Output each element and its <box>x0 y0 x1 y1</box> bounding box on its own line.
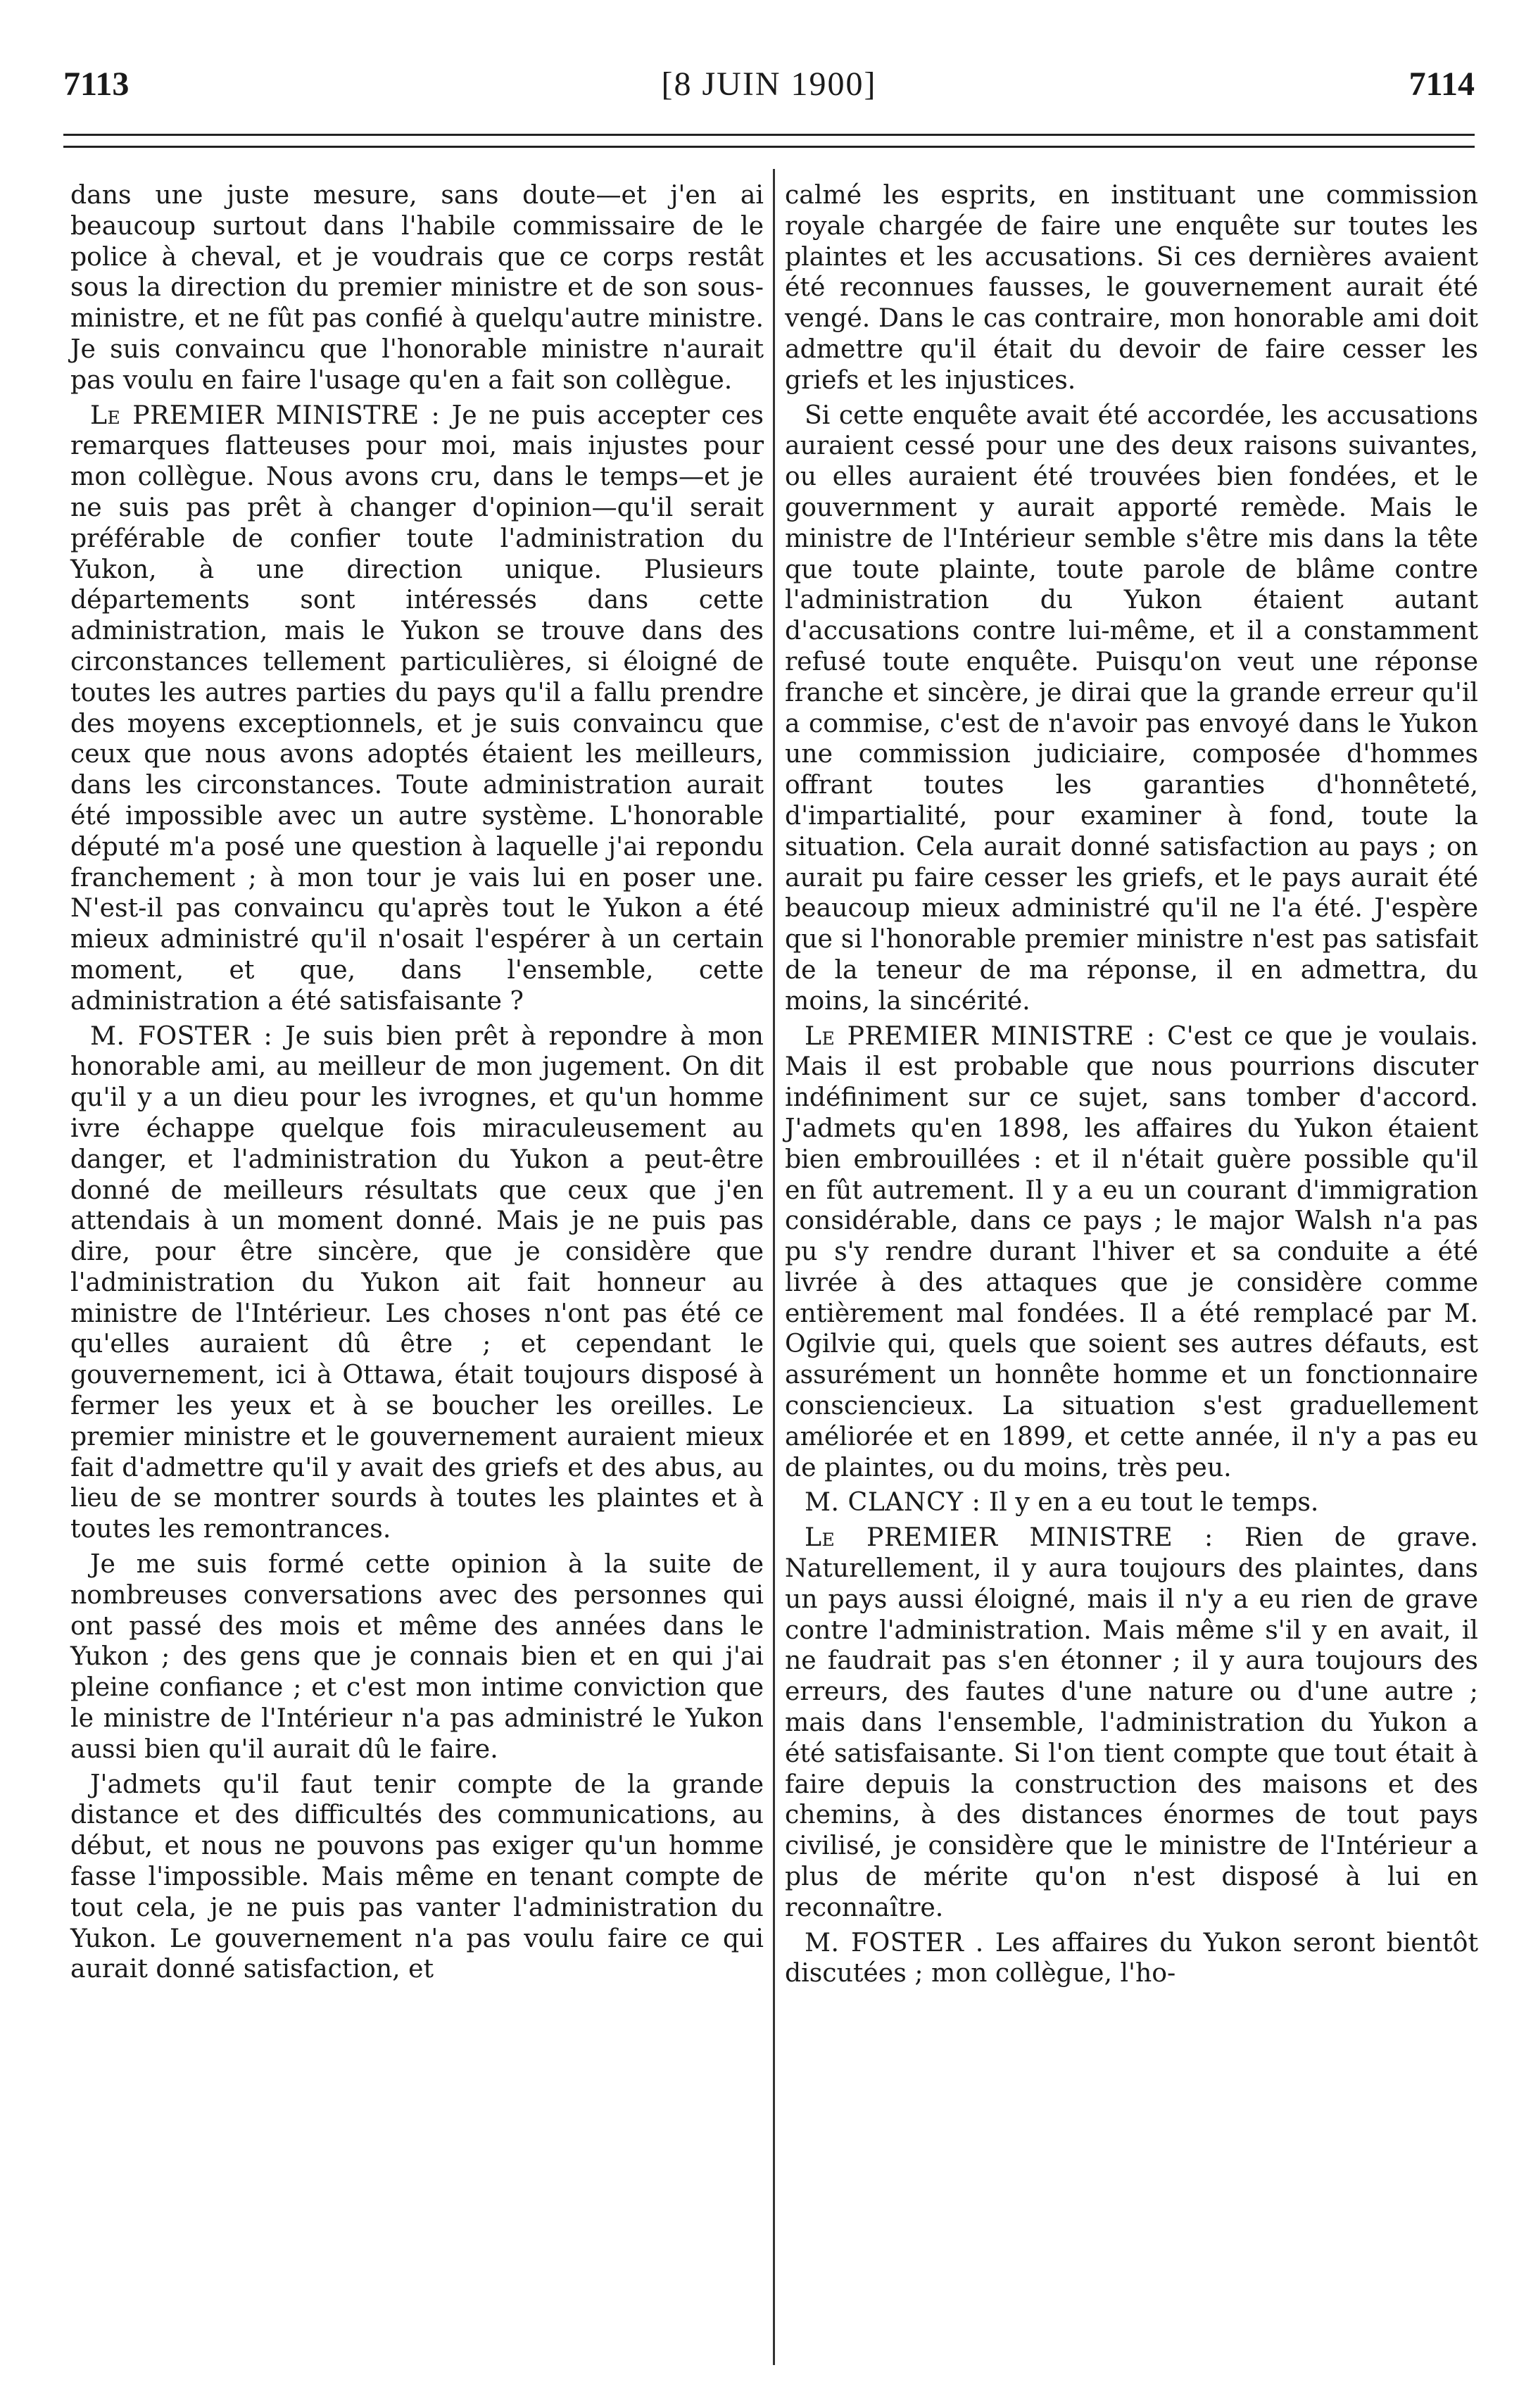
paragraph-text: Si cette enquête avait été accordée, les accusations auraient cessé pour une des deux raisons suivantes, ou elles auraient été trouvées bien fondées, et le gouvernment y aurait apporté remède. Mais le ministre de l'Intérieur semble s'être mis dans la tête que toute plainte, toute parole de blâme contre l'administration du Yukon étaient autant d'accusations contre lui-même, et il a constamment refusé toute enquête. Puisqu'on veut une réponse franche et sincère, je dirai que la grande erreur qu'il a commise, c'est de n'avoir pas envoyé dans le Yukon une commission judiciaire, composée d'hommes offrant toutes les garanties d'honnêteté, d'impartialité, pour examiner à fond, toute la situation. Cela aurait donné satisfaction au pays ; on aurait pu faire cesser les griefs, et le pays aurait été beaucoup mieux administré qu'il ne l'a été. J'espère que si l'honorable premier ministre n'est pas satisfait de la teneur de ma réponse, il en admettra, du moins, la sincérité. <box>785 399 1478 1016</box>
paragraph <box>70 1549 764 1765</box>
column-divider <box>773 169 775 2365</box>
paragraph <box>70 1769 764 1985</box>
left-column <box>70 179 764 1988</box>
paragraph-text: Rien de grave. Naturellement, il y aura toujours des plaintes, dans un pays aussi éloigné, mais il n'y a eu rien de grave contre l'administration. Mais même s'il y en avait, il ne faudrait pas s'en étonner ; il y aura toujours des erreurs, des fautes d'une nature ou d'une autre ; mais dans l'ensemble, l'administration du Yukon a été satisfaisante. Si l'on tient compte que tout était à faire depuis la construction des maisons et des chemins, à des distances énormes de tout pays civilisé, je considère que le ministre de l'Intérieur a plus de mérite qu'on n'est disposé à lui en reconnaître. <box>785 1522 1478 1922</box>
paragraph <box>785 1487 1478 1518</box>
paragraph-text: calmé les esprits, en instituant une commission royale chargée de faire une enquête sur toutes les plaintes et les accusations. Si ces dernières avaient été reconnues fausses, le gouvernement aurait été vengé. Dans le cas contraire, mon honorable ami doit admettre qu'il était du devoir de faire cesser les griefs et les injustices. <box>785 179 1478 395</box>
speaker-name: M. FOSTER . <box>805 1927 984 1958</box>
header-double-rule <box>63 134 1475 148</box>
paragraph <box>785 400 1478 1016</box>
paragraph-text: dans une juste mesure, sans doute—et j'en ai beaucoup surtout dans l'habile commissaire de le police à cheval, et je voudrais que ce corps restât sous la direction du premier ministre et de son sous-ministre, et ne fût pas confié à quelqu'autre ministre. Je suis convaincu que l'honorable ministre n'aurait pas voulu en faire l'usage qu'en a fait son collègue. <box>70 179 764 395</box>
speaker-name: Le PREMIER MINISTRE : <box>805 1020 1156 1051</box>
paragraph-text: Je ne puis accepter ces remarques flatteuses pour moi, mais injustes pour mon collègue. Nous avons cru, dans le temps—et je ne suis pas prêt à changer d'opinion—qu'il serait préférable de confier toute l'administration du Yukon, à une direction unique. Plusieurs départements sont intéressés dans cette administration, mais le Yukon se trouve dans des circonstances tellement particulières, si éloigné de toutes les autres parties du pays qu'il a fallu prendre des moyens exceptionnels, et je suis convaincu que ceux que nous avons adoptés étaient les meilleurs, dans les circonstances. Toute administration aurait été impossible avec un autre système. L'honorable député m'a posé une question à laquelle j'ai repondu franchement ; à mon tour je vais lui en poser une. N'est-il pas convaincu qu'après tout le Yukon a été mieux administré qu'il n'osait l'espérer à un certain moment, et que, dans l'ensemble, cette administration a été satisfaisante ? <box>70 399 764 1016</box>
speaker-name: M. CLANCY : <box>805 1487 981 1518</box>
paragraph <box>70 1021 764 1545</box>
page-header <box>63 51 1475 114</box>
paragraph <box>785 1522 1478 1922</box>
paragraph <box>785 1021 1478 1483</box>
speaker-name: M. FOSTER : <box>90 1020 273 1051</box>
paragraph <box>785 1927 1478 1989</box>
paragraph-text: J'admets qu'il faut tenir compte de la grande distance et des difficultés des communications, au début, et nous ne pouvons pas exiger qu'un homme fasse l'impossible. Mais même en tenant compte de tout cela, je ne puis pas vanter l'administration du Yukon. Le gouvernement n'a pas voulu faire ce qui aurait donné satisfaction, et <box>70 1768 764 1984</box>
paragraph <box>70 179 764 396</box>
right-column <box>785 179 1478 1993</box>
page-date: [8 JUIN 1900] <box>661 65 877 103</box>
page-number-right: 7114 <box>1408 65 1475 103</box>
paragraph-text: Je suis bien prêt à repondre à mon honorable ami, au meilleur de mon jugement. On dit qu'il y a un dieu pour les ivrognes, et qu'un homme ivre échappe quelque fois miraculeusement au danger, et l'administration du Yukon a peut-être donné de meilleurs résultats que ceux que j'en attendais à un moment donné. Mais je ne puis pas dire, pour être sincère, que je considère que l'administration du Yukon ait fait honneur au ministre de l'Intérieur. Les choses n'ont pas été ce qu'elles auraient dû être ; et cependant le gouvernement, ici à Ottawa, était toujours disposé à fermer les yeux et à se boucher les oreilles. Le premier ministre et le gouvernement auraient mieux fait d'admettre qu'il y avait des griefs et des abus, au lieu de se montrer sourds à toutes les plaintes et à toutes les remontrances. <box>70 1020 764 1544</box>
paragraph <box>785 179 1478 396</box>
paragraph-text: Je me suis formé cette opinion à la suite de nombreuses conversations avec des personnes qui ont passé des mois et même des années dans le Yukon ; des gens que je connais bien et en qui j'ai pleine confiance ; et c'est mon intime conviction que le ministre de l'Intérieur n'a pas administré le Yukon aussi bien qu'il aurait dû le faire. <box>70 1549 764 1764</box>
paragraph-text: Il y en a eu tout le temps. <box>988 1487 1319 1518</box>
speaker-name: Le PREMIER MINISTRE : <box>90 399 441 430</box>
speaker-name: Le PREMIER MINISTRE : <box>805 1522 1214 1553</box>
paragraph-text: C'est ce que je voulais. Mais il est probable que nous pourrions discuter indéfiniment sur ce sujet, sans tomber d'accord. J'admets qu'en 1898, les affaires du Yukon étaient bien embrouillées : et il n'était guère possible qu'il en fût autrement. Il y a eu un courant d'immigration considérable, dans ce pays ; le major Walsh n'a pas pu s'y rendre durant l'hiver et sa conduite a été livrée à des attaques que je considère comme entièrement mal fondées. Il a été remplacé par M. Ogilvie qui, quels que soient ses autres défauts, est assurément un honnête homme et un fonctionnaire consciencieux. La situation s'est graduellement améliorée et en 1899, et cette année, il n'y a pas eu de plaintes, ou du moins, très peu. <box>785 1020 1479 1482</box>
page-number-left: 7113 <box>63 65 130 103</box>
paragraph-text: Les affaires du Yukon seront bientôt discutées ; mon collègue, l'ho- <box>785 1927 1478 1988</box>
paragraph <box>70 400 764 1016</box>
